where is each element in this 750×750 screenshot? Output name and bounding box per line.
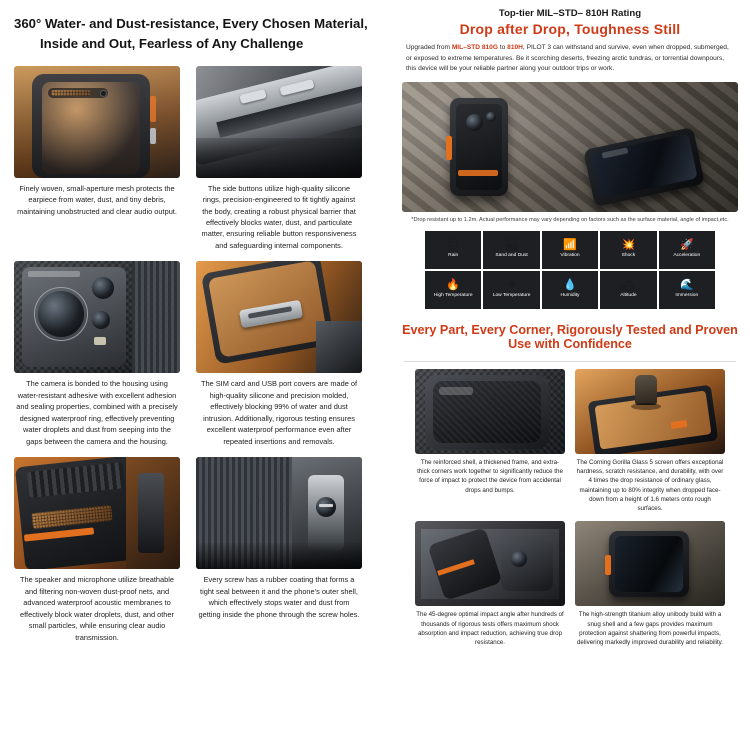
feature-card-sim-usb-covers — [196, 261, 362, 447]
caption-side-buttons: The side buttons utilize high-quality silicone rings, precision-engineered to fit tightly against the body, creating a robust physical barrier that effectively blocks water, dust, and particulate matter, ensuring reliable button responsiveness and safeguarding internal components. — [201, 183, 357, 250]
shock-icon: 💥 — [621, 239, 636, 252]
high-temperature-icon: 🔥 — [446, 279, 461, 292]
test-condition-label: Shock — [621, 253, 636, 259]
section-divider — [404, 361, 736, 362]
photo-gorilla-glass — [575, 369, 725, 454]
paragraph-highlight-810g: MIL–STD 810G — [451, 44, 498, 51]
altitude-icon: 🏔 — [621, 279, 636, 292]
test-condition-label: Immersion — [675, 293, 699, 299]
test-condition-label: Vibration — [560, 253, 580, 259]
test-condition-label: Acceleration — [673, 253, 701, 259]
caption-impact-angle: The 45-degree optimal impact angle after hundreds of thousands of rigorous tests offers maximum shock absorption and impact reduction, achieving true drop resistance. — [416, 611, 564, 647]
test-condition-immersion — [659, 271, 715, 309]
test-condition-label: Humidity — [560, 293, 580, 299]
test-condition-vibration — [542, 231, 598, 269]
caption-speaker-microphone: The speaker and microphone utilize breathable and filtering non-woven dust-proof nets, and advanced waterproof acoustic membranes to effectively block water droplets, dust, and other small particles, while ensuring clear audio transmission. — [19, 575, 175, 642]
feature-card-side-buttons — [196, 66, 362, 252]
vibration-icon: 📶 — [563, 239, 577, 252]
test-condition-label: Rain — [448, 253, 459, 259]
photo-side-buttons — [196, 66, 362, 178]
caption-camera-housing: The camera is bonded to the housing using water-resistant adhesive with excellent adhesion and sealing properties, combined with a precisely designed waterproof ring, effectively preventing water droplets and dust from seeping into the gaps between the camera and the housing. — [16, 379, 178, 446]
feature-card-camera-housing — [14, 261, 180, 447]
test-condition-shock — [600, 231, 656, 269]
photo-reinforced-shell — [415, 369, 565, 454]
right-column — [398, 0, 750, 750]
test-condition-rain — [425, 231, 481, 269]
test-condition-label: Altitude — [620, 293, 637, 299]
paragraph-pre: Upgraded from — [406, 44, 452, 51]
left-section-heading — [14, 14, 388, 54]
acceleration-icon: 🚀 — [679, 239, 694, 252]
caption-sim-usb-covers: The SIM card and USB port covers are made of high-quality silicone and precision molded, effectively blocking 99% of water and dust intrusion. Additionally, rigorous testing ensures excellent waterproof performance even after repeated insertions and removals. — [200, 379, 358, 446]
test-condition-acceleration — [659, 231, 715, 269]
left-heading-line-1: 360° Water- and Dust-resistance, Every Chosen Material, — [14, 16, 368, 31]
test-condition-grid — [425, 231, 715, 309]
photo-speaker-microphone — [14, 457, 180, 569]
tested-heading-line-1: Every Part, Every Corner, Rigorously Tested and Proven — [402, 322, 738, 337]
low-temperature-icon: ❄ — [506, 279, 517, 292]
photo-phone-on-rocks — [402, 82, 738, 212]
test-condition-sand-and-dust — [483, 231, 539, 269]
feature-card-screw-seal — [196, 457, 362, 643]
tested-card-grid — [400, 369, 740, 648]
test-condition-altitude — [600, 271, 656, 309]
test-condition-label: Sand and Dust — [495, 253, 528, 259]
photo-earpiece-mesh — [14, 66, 180, 178]
caption-earpiece-mesh: Finely woven, small-aperture mesh protects the earpiece from water, dust, and tiny debris, maintaining unobstructed and clear audio output. — [17, 183, 177, 216]
feature-card-earpiece-mesh — [14, 66, 180, 252]
photo-screw-seal — [196, 457, 362, 569]
immersion-icon: 🌊 — [679, 279, 694, 292]
drop-section-title: Drop after Drop, Toughness Still — [459, 21, 681, 37]
humidity-icon: 💧 — [563, 279, 577, 292]
feature-card-speaker-microphone — [14, 457, 180, 643]
photo-sim-usb-covers — [196, 261, 362, 373]
tested-card-gorilla-glass — [575, 369, 725, 514]
photo-titanium-unibody — [575, 521, 725, 606]
test-condition-label: Low Temperature — [492, 293, 531, 299]
caption-screw-seal: Every screw has a rubber coating that forms a tight seal between it and the phone's outer shell, which effectively stops water and dust from getting inside the phone through the screw holes. — [198, 575, 360, 619]
test-condition-label: High Temperature — [433, 293, 473, 299]
paragraph-highlight-810h: 810H — [507, 44, 523, 51]
caption-reinforced-shell: The reinforced shell, a thickened frame, and extra-thick corners work together to significantly reduce the force of impact to protect the device from accidental drops and bumps. — [417, 458, 563, 494]
tested-card-reinforced-shell — [415, 369, 565, 514]
photo-camera-housing — [14, 261, 180, 373]
test-condition-high-temperature — [425, 271, 481, 309]
caption-titanium-unibody: The high-strength titanium alloy unibody build with a snug shell and a few gaps provides maximum protection against shattering from powerful impacts, delivering markedly improved durability and reliability. — [576, 611, 724, 647]
photo-impact-angle — [415, 521, 565, 606]
test-condition-low-temperature — [483, 271, 539, 309]
tested-card-impact-angle — [415, 521, 565, 647]
tested-card-titanium-unibody — [575, 521, 725, 647]
sand-dust-icon: 🏜 — [504, 239, 519, 252]
test-condition-humidity — [542, 271, 598, 309]
left-card-grid — [14, 66, 388, 643]
caption-gorilla-glass: The Corning Gorilla Glass 5 screen offers exceptional hardness, scratch resistance, and durability, with over 4 times the drop resistance of ordinary glass, maintaining up to 80% integrity when dropped face-down from a height of 1.6 meters onto rough surfaces. — [576, 458, 724, 513]
rain-icon: 🌧 — [446, 239, 461, 252]
drop-section-paragraph — [400, 43, 740, 82]
drop-resistance-footnote: *Drop resistant up to 1.2m. Actual performance may vary depending on factors such as the surface material, angle of impact,etc. — [411, 216, 729, 223]
paragraph-mid: to — [497, 44, 508, 51]
tested-heading-line-2: Use with Confidence — [508, 336, 632, 351]
left-heading-line-2: Inside and Out, Fearless of Any Challenge — [40, 35, 304, 51]
mil-std-subtitle: Top-tier MIL–STD– 810H Rating — [498, 8, 642, 19]
paragraph-post: , PILOT 3 can withstand and survive, even when dropped, submerged, or exposed to extreme temperatures. Be it scorching deserts, freezing arctic tundras, or torrential downpours, this device will be your reliable partner along your outdoor trips or work. — [406, 44, 729, 73]
